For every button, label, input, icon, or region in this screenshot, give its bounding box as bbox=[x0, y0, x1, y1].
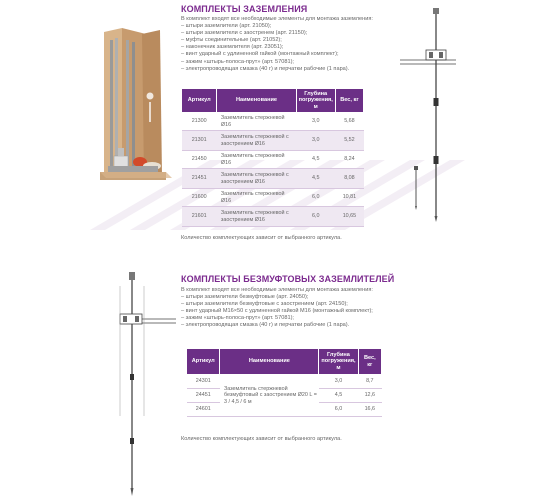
intro-line: – наконечник заземлителя (арт. 23051); bbox=[181, 44, 284, 51]
intro-line: – винт ударный с удлиненной гайкой (монтажный комплект); bbox=[181, 51, 339, 58]
section1-intro bbox=[181, 16, 411, 73]
intro-line: – зажим «штырь-полоса-прут» (арт. 57081); bbox=[181, 58, 294, 65]
cell-name: Заземлитель стержневой Ø16 bbox=[217, 189, 296, 207]
column-header: Наименование bbox=[220, 349, 319, 375]
intro-line: – электропроводящая смазка (40 г) и перчатки рабочие (1 пара). bbox=[181, 322, 350, 329]
cell-weight: 8,08 bbox=[335, 169, 363, 189]
cell-article: 24301 bbox=[187, 375, 220, 389]
table-row bbox=[182, 169, 364, 189]
cell-weight: 5,68 bbox=[335, 113, 363, 131]
cell-article: 24451 bbox=[187, 389, 220, 403]
section1-note: Количество комплектующих зависит от выбранного артикула. bbox=[181, 235, 342, 241]
column-header: Вес, кг bbox=[335, 89, 363, 113]
column-header: Глубина погружения, м bbox=[319, 349, 358, 375]
column-header: Вес, кг bbox=[358, 349, 381, 375]
cell-weight: 8,24 bbox=[335, 151, 363, 169]
column-header: Глубина погружения, м bbox=[296, 89, 335, 113]
section1-title: КОМПЛЕКТЫ ЗАЗЕМЛЕНИЯ bbox=[181, 4, 308, 14]
column-header: Артикул bbox=[187, 349, 220, 375]
intro-line: – штыри заземлители с заостренем (арт. 21150); bbox=[181, 30, 308, 37]
cell-weight: 5,52 bbox=[335, 131, 363, 151]
column-header: Артикул bbox=[182, 89, 217, 113]
cell-article: 21600 bbox=[182, 189, 217, 207]
intro-line: В комплект входят все необходимые элементы для монтажа заземления: bbox=[181, 16, 373, 22]
intro-line: – штыри заземлители безмуфтовые с заострением (арт. 24150); bbox=[181, 301, 348, 308]
cell-depth: 6,0 bbox=[296, 207, 335, 227]
intro-line: – винт ударный М16×50 с удлиненной гайкой М16 (монтажный комплект); bbox=[181, 308, 373, 315]
section2-note: Количество комплектующих зависит от выбранного артикула. bbox=[181, 436, 342, 442]
section2-spec-table bbox=[186, 348, 382, 417]
cell-article: 24601 bbox=[187, 403, 220, 417]
cell-depth: 3,0 bbox=[296, 113, 335, 131]
cell-depth: 3,0 bbox=[319, 375, 358, 389]
cell-name: Заземлитель стержневой с заострением Ø16 bbox=[217, 169, 296, 189]
cell-article: 21601 bbox=[182, 207, 217, 227]
cell-article: 21450 bbox=[182, 151, 217, 169]
cell-depth: 4,5 bbox=[319, 389, 358, 403]
table-row bbox=[187, 375, 382, 389]
cell-name: Заземлитель стержневой Ø16 bbox=[217, 113, 296, 131]
cell-name: Заземлитель стержневой с заострением Ø16 bbox=[217, 131, 296, 151]
cell-weight: 10,65 bbox=[335, 207, 363, 227]
cell-article: 21300 bbox=[182, 113, 217, 131]
intro-line: – зажим «штырь-полоса-прут» (арт. 57081); bbox=[181, 315, 294, 322]
table-row bbox=[182, 113, 364, 131]
section2-title: КОМПЛЕКТЫ БЕЗМУФТОВЫХ ЗАЗЕМЛИТЕЛЕЙ bbox=[181, 274, 395, 284]
section1-spec-table bbox=[181, 88, 364, 227]
cell-name: Заземлитель стержневой с заострением Ø16 bbox=[217, 207, 296, 227]
cell-name-merged: Заземлитель стержневой безмуфтовый с заострением Ø20 L = 3 / 4,5 / 6 м bbox=[220, 375, 319, 417]
intro-line: В комплект входят все необходимые элементы для монтажа заземления: bbox=[181, 287, 373, 293]
cell-depth: 4,5 bbox=[296, 169, 335, 189]
cell-depth: 6,0 bbox=[319, 403, 358, 417]
cell-depth: 6,0 bbox=[296, 189, 335, 207]
section2-intro bbox=[181, 287, 421, 330]
intro-line: – муфты соединительные (арт. 21052); bbox=[181, 37, 282, 44]
grounding-kit-box-photo bbox=[92, 26, 176, 194]
cell-article: 21451 bbox=[182, 169, 217, 189]
cell-name: Заземлитель стержневой Ø16 bbox=[217, 151, 296, 169]
intro-line: – электропроводящая смазка (40 г) и перчатки рабочие (1 пара). bbox=[181, 65, 350, 72]
grounding-rod-diagram bbox=[398, 6, 458, 224]
table-row bbox=[182, 207, 364, 227]
table-row bbox=[182, 151, 364, 169]
cell-depth: 4,5 bbox=[296, 151, 335, 169]
cell-weight: 10,81 bbox=[335, 189, 363, 207]
cell-article: 21301 bbox=[182, 131, 217, 151]
cell-weight: 12,6 bbox=[358, 389, 381, 403]
intro-line: – штыри заземлители безмуфтовые (арт. 24050); bbox=[181, 294, 309, 301]
column-header: Наименование bbox=[217, 89, 296, 113]
cell-weight: 8,7 bbox=[358, 375, 381, 389]
grounding-rod-diagram bbox=[86, 266, 178, 502]
cell-depth: 3,0 bbox=[296, 131, 335, 151]
table-row bbox=[182, 189, 364, 207]
table-row bbox=[182, 131, 364, 151]
cell-weight: 16,6 bbox=[358, 403, 381, 417]
intro-line: – штыри заземлители (арт. 21050); bbox=[181, 23, 272, 30]
